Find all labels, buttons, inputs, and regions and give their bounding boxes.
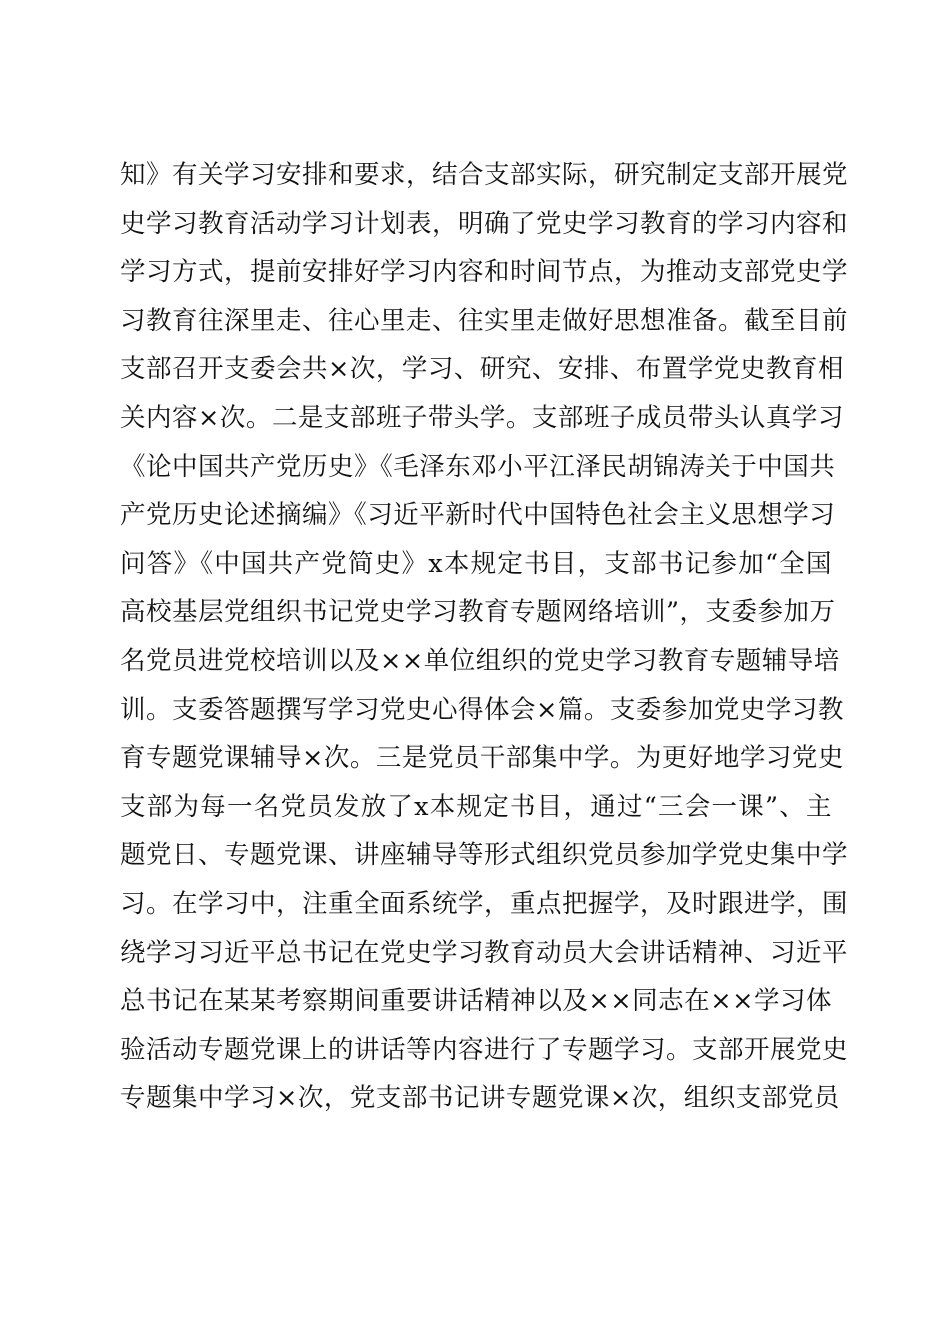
text-line: 知》有关学习安排和要求，结合支部实际，研究制定支部开展党 xyxy=(120,160,849,190)
text-line: 题党日、专题党课、讲座辅导等形式组织党员参加学党史集中学 xyxy=(120,840,849,871)
text-line: 学习方式，提前安排好学习内容和时间节点，为推动支部党史学 xyxy=(120,257,849,288)
text-line: 习。在学习中，注重全面系统学，重点把握学，及时跟进学，围 xyxy=(120,888,849,919)
text-line: 育专题党课辅导×次。三是党员干部集中学。为更好地学习党史 xyxy=(120,743,844,774)
text-line: 支部为每一名党员发放了x本规定书目，通过“三会一课”、主 xyxy=(120,791,832,822)
text-line: 验活动专题党课上的讲话等内容进行了专题学习。支部开展党史 xyxy=(120,1034,849,1065)
body-text xyxy=(120,151,849,1123)
text-line: 产党历史论述摘编》《习近平新时代中国特色社会主义思想学习 xyxy=(120,500,836,531)
text-line: 训。支委答题撰写学习党史心得体会×篇。支委参加党史学习教 xyxy=(120,694,844,725)
text-line: 《论中国共产党历史》《毛泽东邓小平江泽民胡锦涛关于中国共 xyxy=(120,451,836,482)
text-line: 专题集中学习×次，党支部书记讲专题党课×次，组织支部党员 xyxy=(120,1083,840,1114)
text-line: 关内容×次。二是支部班子带头学。支部班子成员带头认真学习 xyxy=(120,402,844,433)
text-line: 史学习教育活动学习计划表，明确了党史学习教育的学习内容和 xyxy=(120,208,849,239)
text-line: 绕学习习近平总书记在党史学习教育动员大会讲话精神、习近平 xyxy=(120,937,849,968)
text-line: 问答》《中国共产党简史》x本规定书目，支部书记参加“全国 xyxy=(120,548,832,579)
text-line: 习教育往深里走、往心里走、往实里走做好思想准备。截至目前 xyxy=(120,305,849,336)
text-line: 高校基层党组织书记党史学习教育专题网络培训”，支委参加万 xyxy=(120,597,836,628)
text-line: 名党员进党校培训以及××单位组织的党史学习教育专题辅导培 xyxy=(120,645,840,676)
text-line: 总书记在某某考察期间重要讲话精神以及××同志在××学习体 xyxy=(120,986,832,1017)
text-line: 支部召开支委会共×次，学习、研究、安排、布置学党史教育相 xyxy=(120,354,844,385)
